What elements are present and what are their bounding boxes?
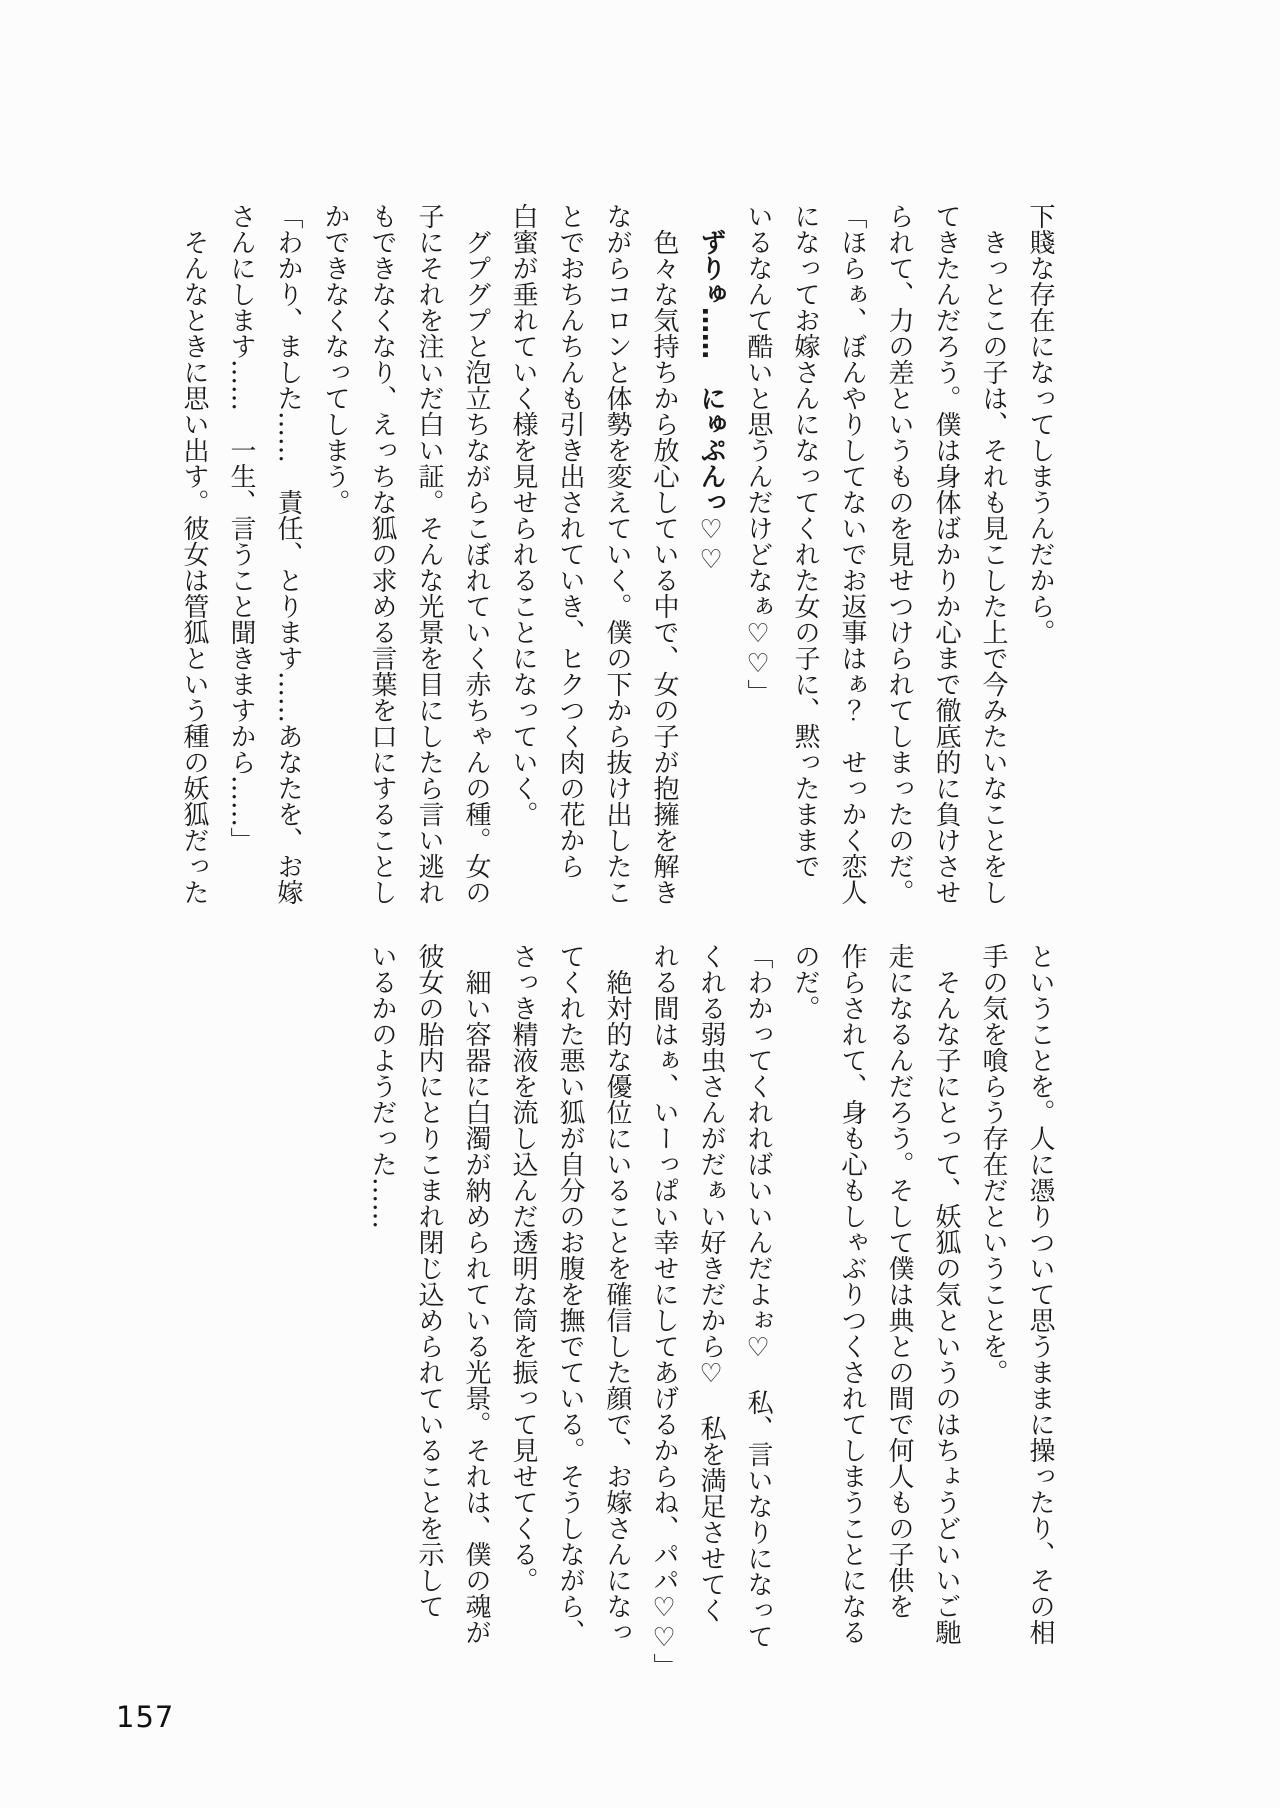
text-column: ながらコロンと体勢を変えていく。僕の下から抜け出したこ [602, 203, 632, 905]
text-column: いるなんて酷いと思うんだけどなぁ♡♡」 [743, 203, 773, 705]
text-column: 下賤な存在になってしまうんだから。 [1025, 203, 1055, 645]
text-column: 走になるんだろう。そして僕は典との間で何人もの子供を [884, 943, 914, 1619]
text-column: れる間はぁ、いーっぱい幸せにしてあげるからね、パパ♡♡」 [649, 943, 679, 1679]
text-column: グプグプと泡立ちながらこぼれていく赤ちゃんの種。女の [461, 203, 491, 905]
text-column: てきたんだろう。僕は身体ばかりか心まで徹底的に負けさせ [931, 203, 961, 905]
text-column: 作らされて、身も心もしゃぶりつくされてしまうことになる [837, 943, 867, 1645]
text-column: ということを。人に憑りついて思うままに操ったり、その相 [1025, 943, 1055, 1645]
text-column: 「ほらぁ、ぼんやりしてないでお返事はぁ？ せっかく恋人 [837, 203, 867, 905]
text-column: 手の気を喰らう存在だということを。 [978, 943, 1008, 1385]
text-column: きっとこの子は、それも見こした上で今みたいなことをし [978, 203, 1008, 905]
text-column: 細い容器に白濁が納められている光景。それは、僕の魂が [461, 943, 491, 1645]
text-column: 子にそれを注いだ白い証。そんな光景を目にしたら言い逃れ [414, 203, 444, 905]
text-column: もできなくなり、えっちな狐の求める言葉を口にすることし [367, 203, 397, 905]
text-column: 「わかり、ました…… 責任、とります……あなたを、お嫁 [273, 203, 303, 905]
bottom-text-block [358, 943, 1063, 1679]
text-column: られて、力の差というものを見せつけられてしまったのだ。 [884, 203, 914, 905]
text-column: かできなくなってしまう。 [320, 203, 350, 515]
text-column: になってお嫁さんになってくれた女の子に、黙ったままで [790, 203, 820, 879]
text-column: 白蜜が垂れていく様を見せられることになっていく。 [508, 203, 538, 827]
text-column: そんなときに思い出す。彼女は管狐という種の妖狐だった [179, 203, 209, 905]
text-column: さんにします…… 一生、言うこと聞きますから……」 [226, 203, 256, 853]
text-column: とでおちんちんも引き出されていき、ヒクつく肉の花から [555, 203, 585, 879]
text-column: 絶対的な優位にいることを確信した顔で、お嫁さんになっ [602, 943, 632, 1645]
page-number: 157 [116, 1700, 175, 1734]
text-column: そんな子にとって、妖狐の気というのはちょうどいいご馳 [931, 943, 961, 1645]
text-column: てくれた悪い狐が自分のお腹を撫でている。そうしながら、 [555, 943, 585, 1645]
text-column: くれる弱虫さんがだぁい好きだから♡ 私を満足させてく [696, 943, 726, 1623]
sfx-text-column: ずりゅ…… にゅぷんっ♡♡ [696, 203, 726, 575]
top-text-block [170, 203, 1063, 915]
text-column: 彼女の胎内にとりこまれ閉じ込められていることを示して [414, 943, 444, 1619]
text-column: のだ。 [790, 943, 820, 1021]
text-column: いるかのようだった…… [367, 943, 397, 1229]
text-column: 色々な気持ちから放心している中で、女の子が抱擁を解き [649, 203, 679, 905]
text-column: さっき精液を流し込んだ透明な筒を振って見せてくる。 [508, 943, 538, 1593]
text-column: 「わかってくれればいいんだよぉ♡ 私、言いなりになって [743, 943, 773, 1649]
